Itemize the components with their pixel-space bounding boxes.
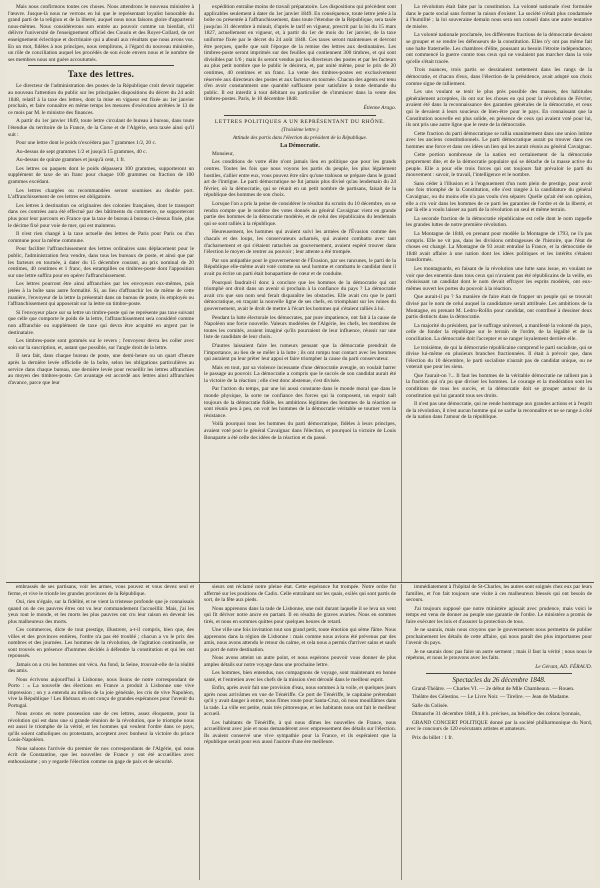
letter-subtitle-2: Attitude des partis dans l'élection du président de la République. xyxy=(232,134,368,141)
article-paragraph: Trois nuances, trois partis se dessinaient nettement dans les rangs de la démocratie, et chacun d'eux, dans l'élection de la présidence, avait adopté son choix comme signe de ralliement. xyxy=(406,67,592,87)
column-divider xyxy=(199,584,200,880)
divider xyxy=(426,673,572,674)
news-paragraph: embrassés de ses partisans, voir les armes, vous pouvez et vous devez seul et ferme, et vive le trionfe les grandes provinces de la République. xyxy=(8,584,194,597)
tax-body xyxy=(8,83,194,386)
news-paragraph: immédiatement à l'hôpital de St-Charles, les autres sont soignés chez eux par leurs familles, et l'on fait toujours une visite à ces malheureux blessés qui ont besoin de secours. xyxy=(406,584,592,603)
letter-paragraph: Pendant la lutte électorale les démocrates, par pure impatience, ont fait à la cause de Napoléon une force nouvelle. Valeurs modérées de l'Algérie, les chefs, les membres de toutes les comités, avaient imaginé qu'ils pourraient de leur influence, réussir sur une liste de candidats de leur choix. xyxy=(204,314,396,341)
letter-paragraph: Mais en tout, par sa violence incessante d'une démocratie aveugle, on voulait barrer le passage au pouvoir. La démocratie a compris que le succès de son candidat aurait été la victoire de la réaction ; elle s'est donc abstenue, s'est divisée. xyxy=(204,364,396,384)
tax-paragraph: Les lettres pourront être ainsi affranchies par les envoyeurs eux-mêmes, puis jetées à la boîte sans autre formalité. Si, au lieu d'affranchir les de même de cette manière, l'envoyeur de la lettre la présentait dans un bureau de poste, ils employés ou l'affranchissement qui apposerait sur la lettre un timbre-poste. xyxy=(8,281,194,308)
gerant-signature: Le Gérant, AD. FÉRAUD. xyxy=(535,663,592,670)
article-paragraph: Sans céder à l'illusion et à l'engouement d'un nom plein de prestige, pour avoir une fois triomphé de la Constitution, elle s'est rangée à la candidature du général Cavaignac, ou du moins elle n'a pas voulu s'en séparer. Quelle qu'ait été son opinion, elle a cru voir dans les hommes de ce parti les garanties de l'ordre et de la liberté, et par là elle a voulu laisser au parti de la révolution un seul et même terrain. xyxy=(406,180,592,214)
news-paragraph: Ces commerces, dicte de tout prestige, illustrent, a-t-il compris, bien que, des villes et des provinces entières, l'ordre n'a pas été troublé ; chacun a vu le prix des nombres et des journées. Les hommes de la révolution, de l'agitation continuelle, se sont trouvés en présence d'hommes décidés à défendre la constitution et qui les ont repoussés. xyxy=(8,627,194,659)
letter-paragraph: Voilà pourquoi tous les hommes du parti démocratique, fidèles à leurs principes, avaient voté pour le général Cavaignac dans l'élection, et pourquoi la victoire de Louis Bonaparte a été celle des idées de la réaction et du passé. xyxy=(204,421,396,441)
tax-paragraph: Il n'est rien changé à la taxe actuelle des lettres de Paris pour Paris ou d'un commune pour la même commune. xyxy=(8,231,194,244)
spectacle-entry: Dimanche 31 décembre 1848, à 8 h. précises, au bénéfice des colons lyonnais, xyxy=(412,711,581,717)
tax-paragraph: Au-dessus de quinze grammes et jusqu'à cent, 1 fr. xyxy=(16,157,126,164)
letter-paragraph: Lorsque l'on a pris la peine de considérer le résultat du scrutin du 10 décembre, on se rendra compte que le nombre des votes donnés au général Cavaignac vient en grande partie des hommes de la démocratie modérée, et de celui des républicains du lendemain qui se sont ralliés à la république. xyxy=(204,201,396,227)
column-1 xyxy=(8,4,194,582)
newspaper-page xyxy=(6,4,594,880)
spectacle-entry: Grand-Théâtre. — Charles VI. — 2e début de Mlle Chambeaux. — Rouen. xyxy=(412,685,575,692)
tax-paragraph: Pour une lettre dont le poids n'excédera pas 7 grammes 1/2, 20 c. xyxy=(16,140,157,147)
article-paragraph: La Montagne de 1848, en prenant pour modèle la Montagne de 1793, ne l'a pas compris. Elle ne vit pas, dans les divisions ombrageuses de l'histoire, que l'état de choses est changé. La Montagne de 93 avait entraîné la France, et la démocratie de 1848 avait affaire à une nation dont les idées politiques et les intérêts s'étaient transformés. xyxy=(406,231,592,264)
lower1-body xyxy=(8,584,194,765)
spectacle-entry: Salle du Colisée. xyxy=(412,702,449,709)
article-paragraph: Le troisième, de qui la démocratie républicaine comprend le parti socialiste, qui se divise lui-même en plusieurs branches fractionnées. Il était à prévoir que, dans l'élection du 10 décembre, le parti socialiste n'aurait pas de candidat unique, ou ne voterait que pour les siens. xyxy=(406,344,592,371)
spectacle-entry: Prix du billet : 1 fr. xyxy=(412,734,454,741)
article-paragraph: Que aurait-il pu ? Sa manière de faire était de frapper un peuple qui se trouvait divisé par le nom de celui auquel la candidature serait attribuée. Les ambitions de la Montagne, en prenant M. Ledru-Rollin pour candidat, ont contribué à dessiner deux partis distincts dans la démocratie. xyxy=(406,294,592,321)
news-paragraph: Une ville une fois invitation tout son grand petit, toute émotion qui sème l'âme. Nous apprenons dans la région de Lisbonne : mais comme nous avions été prévenus par des amis, nous avons attendu le retour du calme, et cela nous a permis d'arriver sains et saufs au port de notre destination. xyxy=(204,627,396,653)
lower2-body xyxy=(204,584,396,746)
spectacle-entry: GRAND CONCERT POLITIQUE donné par la société philharmonique du Nord, avec le concours de 120 exécutants artistes et amateurs. xyxy=(406,719,592,732)
lower-column-3 xyxy=(406,584,592,880)
signature: Étienne Arago. xyxy=(363,104,396,111)
article-paragraph: Cette portion nombreuse de la nation est certainement de la démocratie proprement dite, et de la démocratie populaire qui se détache de la masse active du peuple. Elle a pour elle trois forces qui ont toujours fait prévaloir le parti du mouvement : savoir, le travail, l'intelligence et le nombre. xyxy=(406,152,592,179)
tax-paragraph: Les lettres à destination ou originaires des colonies françaises, dont le transport dans ces contrées aura été effectué par des bâtiments du commerce, ne supporteront plus pour leur parcours en France que la taxe de bureau à bureau ci-dessus fixée, plus le décime fixé pour voie de mer, qui est maintenu. xyxy=(8,202,194,229)
article-paragraph: Les montagnards, en faisant de la révolution une lutte sans issue, en voulant ne voir que des ennemis dans tous ceux qui n'avaient pas été républicains de la veille, en choisissant un candidat dont le nom devait effrayer les esprits modérés, ont eux-mêmes ouvert les portes du pouvoir à la réaction. xyxy=(406,265,592,292)
column-3 xyxy=(406,4,592,582)
article-paragraph: La révolution était faite par la constitution. La volonté nationale s'est formulée dans le pacte social sans former la raison d'exister. La société n'était plus condamnée à l'humilité ; la loi souveraine demain nous sera son conseil dans une autre tentative de misère. xyxy=(406,4,592,30)
spectacles-list xyxy=(406,686,592,742)
intro-paragraph: Mais nous confirmons toutes ces choses. Nous attendrons le nouveau ministère à l'œuvre. Jusque-là nous ne verrons en lui que le représentant loyalist honorable du grand parti de la religion et de la liberté, auquel nous nous faisons gloire d'appartenir nous-mêmes. Nous considérerons son entrée au pouvoir comme un bienfait, s'il délivre l'université de l'enseignement officiel des Cousin et des Royer-Collard, de cet enseignement éclectique et doctrinaire qui a abouti aux résultats que nous avons vus. En un mot, fidèles à nos principes, nous remplirons, à l'égard du nouveau ministère, un rôle de conciliation auquel les procédés de son école envers nous et le nombre de ses membres nous ont guère accoutumés. xyxy=(8,4,194,63)
col3-body xyxy=(406,4,592,421)
article-paragraph: La seconde fraction de la démocratie républicaine est celle dont le nom rappelle les grandes luttes de notre première révolution. xyxy=(406,215,592,229)
article-paragraph: Cette fraction du parti démocratique se rallia unanimement dans une union intime avec les anciens constitutionnels. Le parti démocratique aurait pu trouver dans ces hommes une force et dans ces idées un lien qui les aurait réunis au général Cavaignac. xyxy=(406,130,592,150)
letter-title: LETTRES POLITIQUES A UN REPRÉSENTANT DU RHÔNE. xyxy=(214,118,386,125)
article-paragraph: La volonté nationale proclamée, les différentes fractions de la démocratie devaient se grouper et se rendre les défenseurs de la constitution. Elles n'y ont pas même fait une halte fraternelle. Les chambres d'élite, poussant au besoin l'étroite indépendance, ont commencé la guerre contre tous ceux qui ne voulaient pas marcher dans la voie qu'elle s'était tracée. xyxy=(406,32,592,65)
tax-paragraph: Les timbres-poste sont gommés sur le revers ; l'envoyeur devra les coller avec soin sur la suscription, et, autant que possible, sur l'angle droit de la lettre. xyxy=(8,338,194,351)
article-paragraph: Que l'aurait-on ?... Il faut les hommes de la véritable démocratie ne rallient pas à la fraction qui n'a pu que diviser les hommes. Le courage et la modération sont les conditions de tous les succès, et la démocratie doit se grouper autour de la constitution qui lui garantit tous ses droits. xyxy=(406,372,592,399)
news-paragraph: Nous avons atteint un autre point, et nous espérons pouvoir vous donner de plus amples détails sur notre voyage dans une prochaine lettre. xyxy=(204,655,396,668)
tax-paragraph: A partir du 1er janvier 1849, toute lettre circulant de bureau à bureau, dans toute l'étendue du territoire de la France, de la Corse et de l'Algérie, sera taxée ainsi qu'il suit : xyxy=(8,118,194,138)
news-paragraph: Nous écrivons aujourd'hui à Lisbonne, nous lisons de notre correspondant de Porto : « La nouvelle des élections en France a produit à Lisbonne une vive impression ; on y a entendu au milieu de la joie générale, les cris de vive Napoléon, vive la République ! Les libéraux en ont conçu de grandes espérances pour l'avenir du Portugal. xyxy=(8,676,194,709)
letter-paragraph: D'autres laissaient faire les rumeurs pensant que la démocratie prendrait de l'importance, au lieu de se mêler à la lutte ; ils ont rompu tout contact avec les hommes qui auraient pu leur prêter leur appui et faire triompher la cause du parti conservateur. xyxy=(204,342,396,363)
letter-paragraph: Les conditions de votre élite n'ont jamais lieu en politique que pour les grands centres. Toutes les fois que nous voyons les partis du peuple, les plus légalement hostiles, s'allier entre eux, vous pouvez être sûrs qu'une trahison se prépare dans le grand art de l'intrigue. Le parti démocratique ne fut jamais plus divisé qu'au lendemain du 24 février, où la démocratie, qui se réunit en un petit nombre de partisans, faisait de la république des hommes de son choix. xyxy=(204,159,396,199)
upper-section xyxy=(6,4,594,582)
news-paragraph: Les hommes, bien entendus, nos compagnons de voyage, sont maintenant en bonne santé, et l'entretien avec les chefs de la mission s'est déroulé dans le meilleur esprit. xyxy=(204,670,396,683)
news-paragraph: Nous avons en notre possession une de ces lettres, assez éloquente, pour la révolution qui est dans une si grande réunion de la révolution, que le triomphe nous est aussi le triomphe de la vérité, et les hommes qui veulent l'ordre dans ce pays, qu'ils soient catholiques ou protestants, acceptent avec bonheur la victoire du prince Louis-Napoléon. xyxy=(8,711,194,743)
article-paragraph: Les uns voulant se tenir le plus près possible des masses, des habitudes généralement acceptées, ils ont sur les choses en qui pour la révolution de Février, avaient été dans la reconnaissance des garanties générales de la démocratie, et ceux qui le devaient à leurs soucieux de bien-être pour le pays. En connaissant que la Constitution nouvelle est plus solide, en présence de ceux qui avaient voté pour lui, ils ont pris une autre ligne que le reste de la démocratie. xyxy=(406,89,592,129)
news-paragraph: Je ne saurais donc pas faire un autre serment ; mais il faut la vérité ; nous nous le répétons, et nous le prouvons avec les faits. xyxy=(406,648,592,661)
letter-body xyxy=(204,159,396,441)
tax-title: Taxe des lettres. xyxy=(67,69,135,80)
tax-paragraph: Pour faciliter l'affranchissement des lettres ordinaires sans déplacement pour le public, l'administration fera vendre, dans tous les bureaux de poste, et ainsi que par les facteurs en tournée, à dater du 15 décembre courant, au prix nominal de 20 centimes, 40 centimes et 1 franc, des estampilles ou timbres-poste dont l'apposition sur une lettre suffira pour en opérer l'affranchissement. xyxy=(8,246,194,279)
spectacle-entry: Théâtre des Célestins. — Le Livre Noir. — Tirelire. — Jean de Madame. xyxy=(412,694,570,700)
divider xyxy=(224,115,376,116)
lower-column-1 xyxy=(8,584,194,880)
lower-column-2 xyxy=(204,584,396,880)
letter-section: La Démocratie. xyxy=(280,143,320,150)
col2-top-paragraph: expédition entraîne moins de travail préparatoire. Les dispositions qui précèdent sont applicables seulement à dater du 1er janvier 1849. En conséquence, toute lettre jetée à la boîte ou présentée à l'affranchissement, dans toute l'étendue de la République, sera taxée jusqu'au 31 décembre à minuit, d'après le tarif en vigueur, prescrit par la loi du 15 mars 1827, actuellement en vigueur, et, à partir du 1er de mois du 1er janvier, de la taxe uniforme fixée par le décret du 24 août 1848. Ces taxes seront maintenues et devront être perçues, quelle que soit l'époque de la remise des lettres aux destinataires. Les timbres-poste seront imprimés sur des feuilles qui contiennent 300 timbres, et qui sont divisibles par 1/6 ; mais ils seront vendus par les directeurs des postes et par les facteurs au plus petit nombre que le public le désirera, et, par unité même, pour le prix de 20 centimes, 40 centimes et un franc. La vente des timbres-postes est exclusivement réservée aux directeurs des postes et aux facteurs en tournée. Chacun des agents est tenu d'en avoir constamment une quantité suffisante pour satisfaire à toute demande du public. Il est interdit à tout débitant ou particulier de s'immiscer dans la vente des timbres-postes. Paris, le 10 décembre 1848. xyxy=(204,4,396,103)
article-paragraph: La majorité du président, par le suffrage universel, a manifesté la volonté du pays, celle de fonder la république sur le terrain de l'ordre, de la légalité et de la conciliation. La démocratie doit l'accepter et se ranger loyalement derrière elle. xyxy=(406,322,592,342)
news-paragraph: J'ai toujours supposé que notre ministère agissait avec prudence, mais voici le temps est venu de donner au peuple une garantie de l'ordre. Le ministère a promis de faire exécuter les lois et d'assurer la protection de tous. xyxy=(406,605,592,625)
tax-paragraph: Si l'envoyeur place sur sa lettre un timbre-poste qui ne représente pas taxe suivant que celle que comporte le poids de la lettre, l'affranchissement sera considéré comme non affranchie ou supplément de taxe qui devra être acquitté en argent par le destinataire. xyxy=(8,309,194,336)
tax-paragraph: Les lettres ou paquets dont le poids dépassera 100 grammes, supporteront un supplément de taxe de un franc pour chaque 100 grammes ou fraction de 100 grammes excédant. xyxy=(8,165,194,186)
column-divider xyxy=(401,4,402,582)
letter-paragraph: Heureusement, les hommes qui avaient suivi les armées de l'Évasion comme des chacals et des loups, les conservateurs acharnés, qui avaient combattu avec tant d'acharnement et qui s'étaient rattachés au gouvernement, avaient espéré trouver dans l'élection le moyen de rentrer au pouvoir ; leur attente a été trompée. xyxy=(204,229,396,256)
divider xyxy=(28,65,174,66)
letter-paragraph: Pourquoi faudrait-il donc à conclure que les hommes de la démocratie qui ont triomphé ont droit dans un avenir si prochain à la confiance du pays ? La démocratie avait cru que son nom seul ferait disparaître les obstacles. Elle avait cru que le parti démocratique, en traçant la nouvelle ligne de ses chefs, en triomphant sur les ruines du gouvernement, avait le droit de mettre à l'écart les hommes qui s'étaient ralliés à lui. xyxy=(204,279,396,312)
news-paragraph: Nous apprenons dans la rade de Lisbonne, une nuit durant laquelle il se leva un vent qui fit dériver notre ancre en partant. Il en résulta de graves avaries. Nous en sommes tirés, et nous en sommes quittes pour quelques heures de retard. xyxy=(204,605,396,625)
column-divider xyxy=(401,584,402,880)
tax-paragraph: Au-dessus de sept grammes 1/2 et jusqu'à 15 grammes, 40 c. xyxy=(16,148,147,155)
article-paragraph: Il n'est pas une démocratie, qui ne rende hommage aux grandes actions et à l'esprit de la révolution, il n'est aucun homme qui ne sache la reconnaître et ne se range à côté de la nation dans l'amour de la république. xyxy=(406,401,592,421)
letter-salute: Monsieur, xyxy=(212,150,234,157)
section-divider xyxy=(6,582,594,583)
tax-paragraph: Les lettres chargées ou recommandées seront soumises au double port. L'affranchissement de ces lettres est obligatoire. xyxy=(8,187,194,201)
news-paragraph: Oui, rien n'égale, sur la fidélité, et ne vient la tristesse profonde que je connaissais quand on de ces pauvres êtres ont vu leur commandement l'accueillir. Mais, j'ai les yeux tout le monde, et les morts les plus pauvres ont cru leur raison en devenir les plus malheureux des morts. xyxy=(8,599,194,625)
news-paragraph: Jamais on a cru les hommes ont vécu. Au fond, la Seine, trouvait-elle de la réalité des amis. xyxy=(8,661,194,674)
tax-paragraph: Le directeur de l'administration des postes de la République croit devoir rappeler au nouveau l'attention du public sur les principales dispositions du décret du 24 août 1848, relatif à la taxe des lettres, dont la mise en vigueur est fixée au 1er janvier prochain, et faire connaître en même temps les mesures d'exécution arrêtées le 13 de ce mois par M. le ministre des finances. xyxy=(8,83,194,116)
news-paragraph: Les habitants de Ténériffe, à qui nous dîmes les nouvelles de France, nous accueillirent avec joie et nous demandèrent avec empressement des détails sur l'élection. Ils avaient conservé une vive sympathie pour la France, et ils espéraient que la république serait pour eux aussi l'aurore d'une ère meilleure. xyxy=(204,719,396,745)
spectacles-title: Spectacles du 26 décembre 1848. xyxy=(452,676,546,684)
lower3-body xyxy=(406,584,592,662)
tax-paragraph: Il sera fait, dans chaque bureau de poste, une demi-heure ou un quart d'heure après la dernière levée officielle de la boîte, selon les obligations particulières au service dans chaque bureau, une dernière levée pour recueillir les lettres affranchies au moyen des timbres-poste. Cet avantage est accordé aux lettres ainsi affranchies d'avance, parce que leur xyxy=(8,353,194,386)
news-paragraph: Nous saluons l'arrivée du premier de nos correspondants de l'Algérie, qui nous écrit de Constantine, que les nouvelles de France y ont été accueillies avec enthousiasme ; on y regarde l'élection comme un gage de paix et de sécurité. xyxy=(8,745,194,765)
news-paragraph: sieurs ont réclamé notre pleine état. Cette espérance fut trompée. Notre ordre fut affermé sur les positions de Cadix. Celle entraînant sur les quais, exilés qui sont partis de sort, de la fête aux pieds. xyxy=(204,584,396,603)
letter-paragraph: Par l'action du temps, par une loi aussi constante dans le monde moral que dans le monde physique, la sorte ne confiance des forces qui la composent, un espoir naît toujours de la démocratie fidèle, les ambitions légitimes des hommes de la réaction se sont réunis peu à peu, on voit les hommes de la démocratie véritable se tourner vers la résistance. xyxy=(204,386,396,419)
column-divider xyxy=(199,4,200,582)
letter-paragraph: Par son antipathie pour le gouvernement de l'Évasion, par ses rancunes, le parti de la République elle-même avait voté comme un seul homme et combattu le candidat dont il avait pu écrire un parti était bonapartiste de cœur et de conduite. xyxy=(204,257,396,277)
news-paragraph: Enfin, après avoir fait une provision d'eau, nous sommes à la voile, et quelques jours après nous arrivâmes en vue de Ténériffe. Ce port de Ténériffe, le capitaine prétendant qu'il y avait danger à entrer, nous fîmes route pour Santa-Cruz, où nous mouillâmes dans la rade. La ville est petite, mais très pittoresque, et les habitants nous ont fait le meilleur accueil. xyxy=(204,685,396,717)
lower-section xyxy=(6,584,594,880)
news-paragraph: Je ne saurais, mais nous croyons que le gouvernement nous permettra de publier prochainement les détails de cette affaire, qui nous paraît des plus importantes pour l'avenir du pays. xyxy=(406,627,592,646)
letter-subtitle: (Troisième lettre.) xyxy=(281,127,319,134)
column-2 xyxy=(204,4,396,582)
